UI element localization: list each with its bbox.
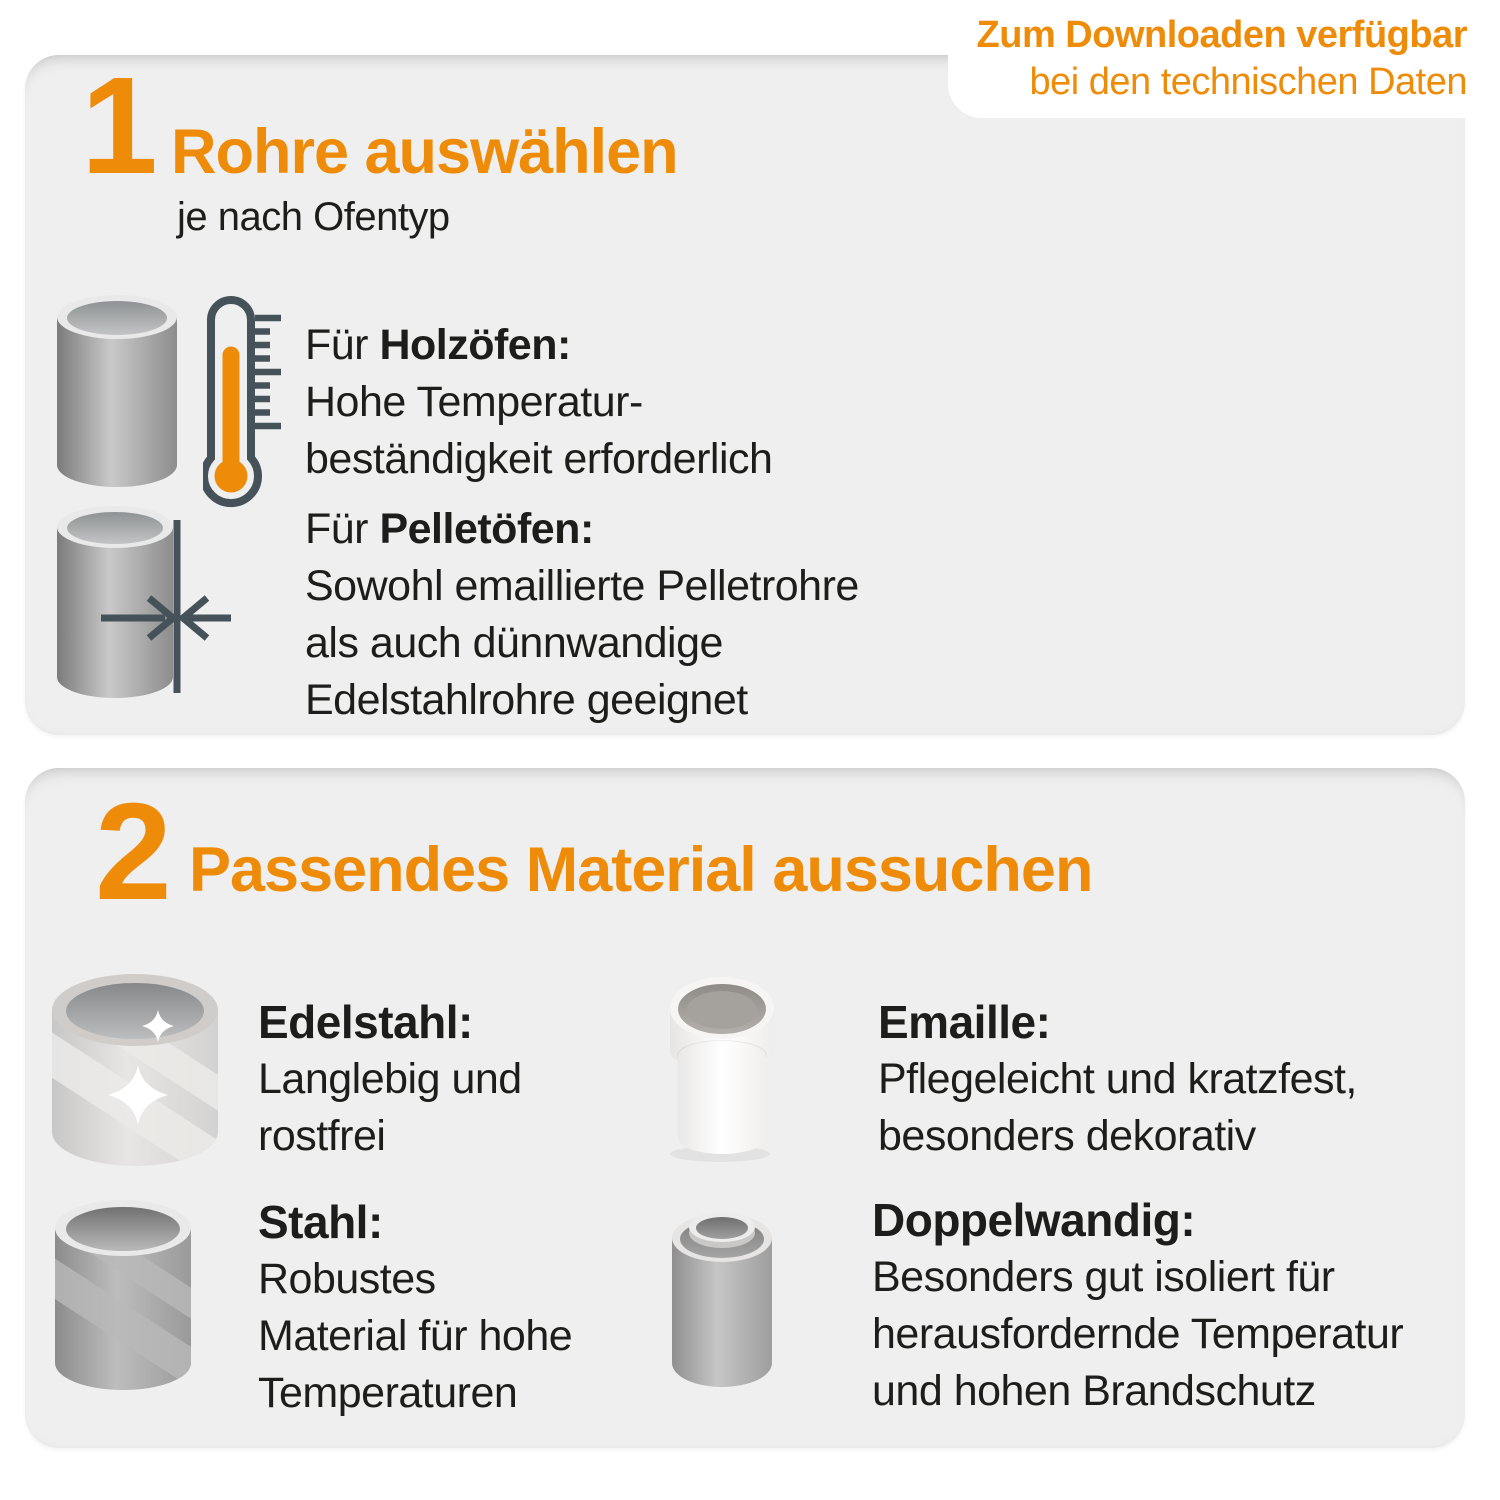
section-1-title: Rohre auswählen: [171, 117, 678, 187]
double-wall-term: Doppelwandig:: [872, 1194, 1196, 1246]
stainless-text: [258, 994, 522, 1165]
steel-line: Robustes: [258, 1255, 436, 1303]
download-badge: [948, 0, 1500, 118]
wood-stove-line: Hohe Temperatur-: [305, 378, 643, 426]
enamel-line: besonders dekorativ: [878, 1112, 1256, 1160]
pellet-stove-line: Sowohl emaillierte Pelletrohre: [305, 562, 859, 610]
steel-line: Temperaturen: [258, 1369, 518, 1417]
steel-pipe-icon: [53, 1198, 193, 1398]
double-wall-text: [872, 1192, 1403, 1420]
wood-stove-text: [305, 317, 772, 488]
pellet-stove-line: Edelstahlrohre geeignet: [305, 676, 748, 724]
thermometer-icon: [203, 295, 303, 515]
section-1-subtitle: je nach Ofentyp: [177, 195, 450, 239]
steel-term: Stahl:: [258, 1196, 383, 1248]
stainless-term: Edelstahl:: [258, 996, 473, 1048]
double-wall-line: und hohen Brandschutz: [872, 1367, 1316, 1415]
wall-thickness-arrows-icon: [55, 505, 235, 715]
stainless-line: rostfrei: [258, 1112, 386, 1160]
pellet-stove-term-line: Für Pelletöfen:: [305, 505, 594, 553]
enamel-text: [878, 994, 1357, 1165]
stainless-steel-pipe-icon: [50, 972, 220, 1173]
section-1-panel: [25, 49, 1465, 735]
download-badge-title: Zum Downloaden verfügbar: [976, 14, 1467, 56]
section-2-number: 2: [95, 775, 170, 929]
double-wall-line: herausfordernde Temperatur: [872, 1310, 1404, 1358]
double-wall-line: Besonders gut isoliert für: [872, 1253, 1335, 1301]
section-1-number: 1: [81, 49, 156, 203]
enamel-term: Emaille:: [878, 996, 1051, 1048]
section-2-title: Passendes Material aussuchen: [189, 835, 1093, 905]
stainless-line: Langlebig und: [258, 1055, 522, 1103]
steel-line: Material für hohe: [258, 1312, 573, 1360]
pellet-stove-line: als auch dünnwandige: [305, 619, 723, 667]
pellet-stove-text: [305, 501, 859, 729]
wood-stove-term-line: Für Holzöfen:: [305, 321, 571, 369]
enamel-line: Pflegeleicht und kratzfest,: [878, 1055, 1357, 1103]
section-2-panel: [25, 768, 1465, 1448]
pipe-icon: [55, 293, 179, 498]
wood-stove-line: beständigkeit erforderlich: [305, 435, 773, 483]
double-wall-pipe-icon: [670, 1198, 775, 1395]
steel-text: [258, 1194, 572, 1422]
enamel-pipe-icon: [668, 972, 776, 1169]
download-badge-subtitle: bei den technischen Daten: [1029, 61, 1467, 103]
